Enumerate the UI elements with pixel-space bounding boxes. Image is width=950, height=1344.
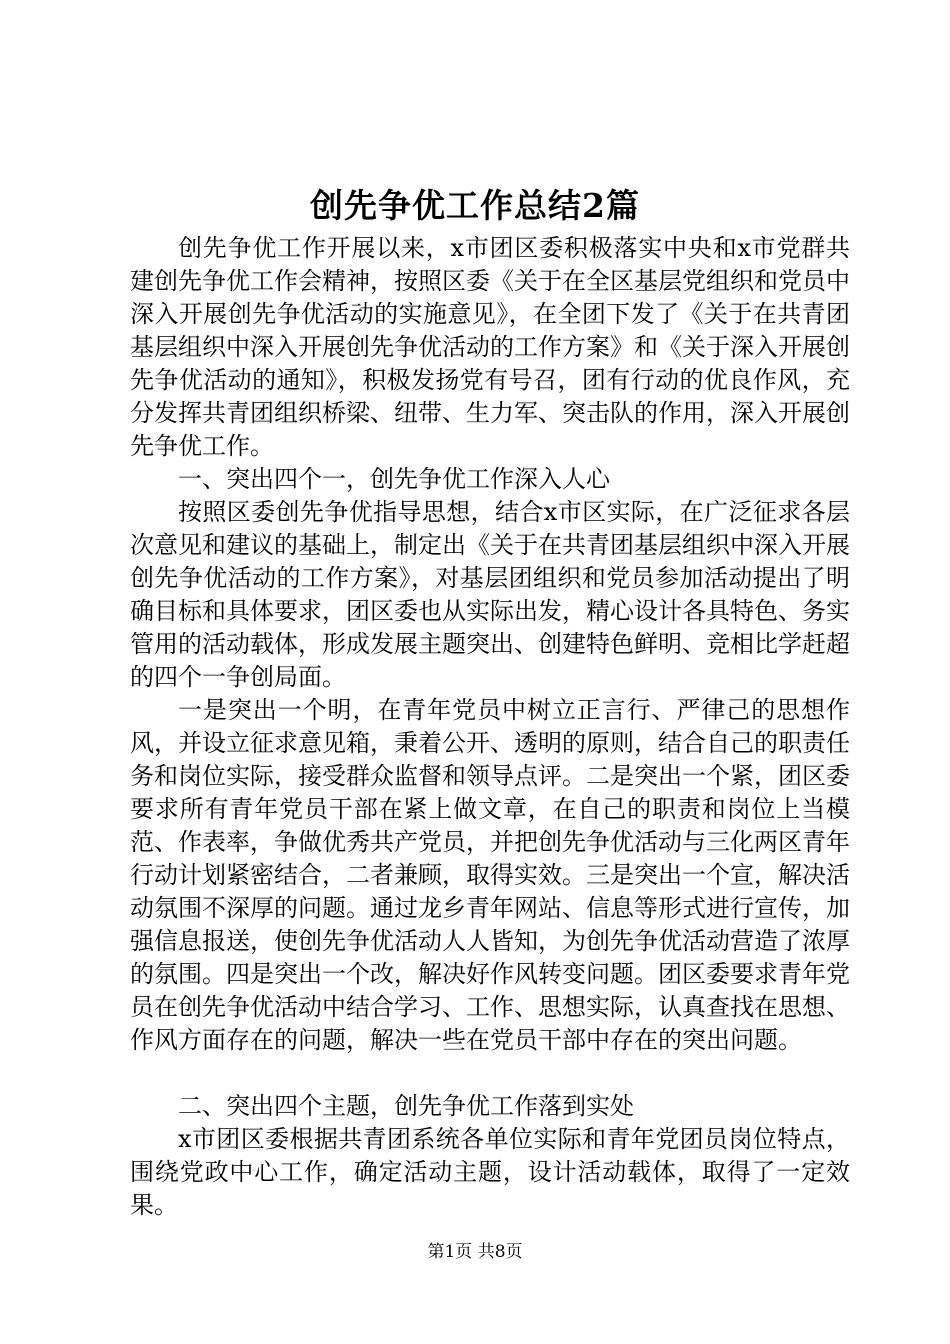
section-heading-1: 一、突出四个一，创先争优工作深入人心: [178, 465, 610, 493]
section-heading-2: 二、突出四个主题，创先争优工作落到实处: [178, 1092, 634, 1120]
intro-paragraph: 创先争优工作开展以来，x市团区委积极落实中央和x市党群共建创先争优工作会精神，按照区委《关于在全区基层党组织和党员中深入开展创先争优活动的实施意见》，在全团下发了《关于在共青团基层组织中深入开展创先争优活动的工作方案》和《关于深入开展创先争优活动的通知》，积极发扬党有号召，团有行动的优良作风，充分发挥共青团组织桥梁、纽带、生力军、突击队的作用，深入开展创先争优工作。: [130, 234, 850, 460]
document-body: [130, 232, 850, 1222]
body-paragraph: x市团区委根据共青团系统各单位实际和青年党团员岗位特点，围绕党政中心工作，确定活动主题，设计活动载体，取得了一定效果。: [130, 1125, 850, 1219]
body-paragraph: 一是突出一个明，在青年党员中树立正言行、严律己的思想作风，并设立征求意见箱，秉着公开、透明的原则，结合自己的职责任务和岗位实际，接受群众监督和领导点评。二是突出一个紧，团区委要求所有青年党员干部在紧上做文章，在自己的职责和岗位上当模范、作表率，争做优秀共产党员，并把创先争优活动与三化两区青年行动计划紧密结合，二者兼顾，取得实效。三是突出一个宣，解决活动氛围不深厚的问题。通过龙乡青年网站、信息等形式进行宣传，加强信息报送，使创先争优活动人人皆知，为创先争优活动营造了浓厚的氛围。四是突出一个改，解决好作风转变问题。团区委要求青年党员在创先争优活动中结合学习、工作、思想实际，认真查找在思想、作风方面存在的问题，解决一些在党员干部中存在的突出问题。: [130, 696, 850, 1054]
body-paragraph: 按照区委创先争优指导思想，结合x市区实际，在广泛征求各层次意见和建议的基础上，制定出《关于在共青团基层组织中深入开展创先争优活动的工作方案》，对基层团组织和党员参加活动提出了明确目标和具体要求，团区委也从实际出发，精心设计各具特色、务实管用的活动载体，形成发展主题突出、创建特色鲜明、竞相比学赶超的四个一争创局面。: [130, 498, 850, 691]
page-number: 第1页 共8页: [427, 1242, 523, 1262]
document-title: 创先争优工作总结2篇: [310, 186, 640, 225]
